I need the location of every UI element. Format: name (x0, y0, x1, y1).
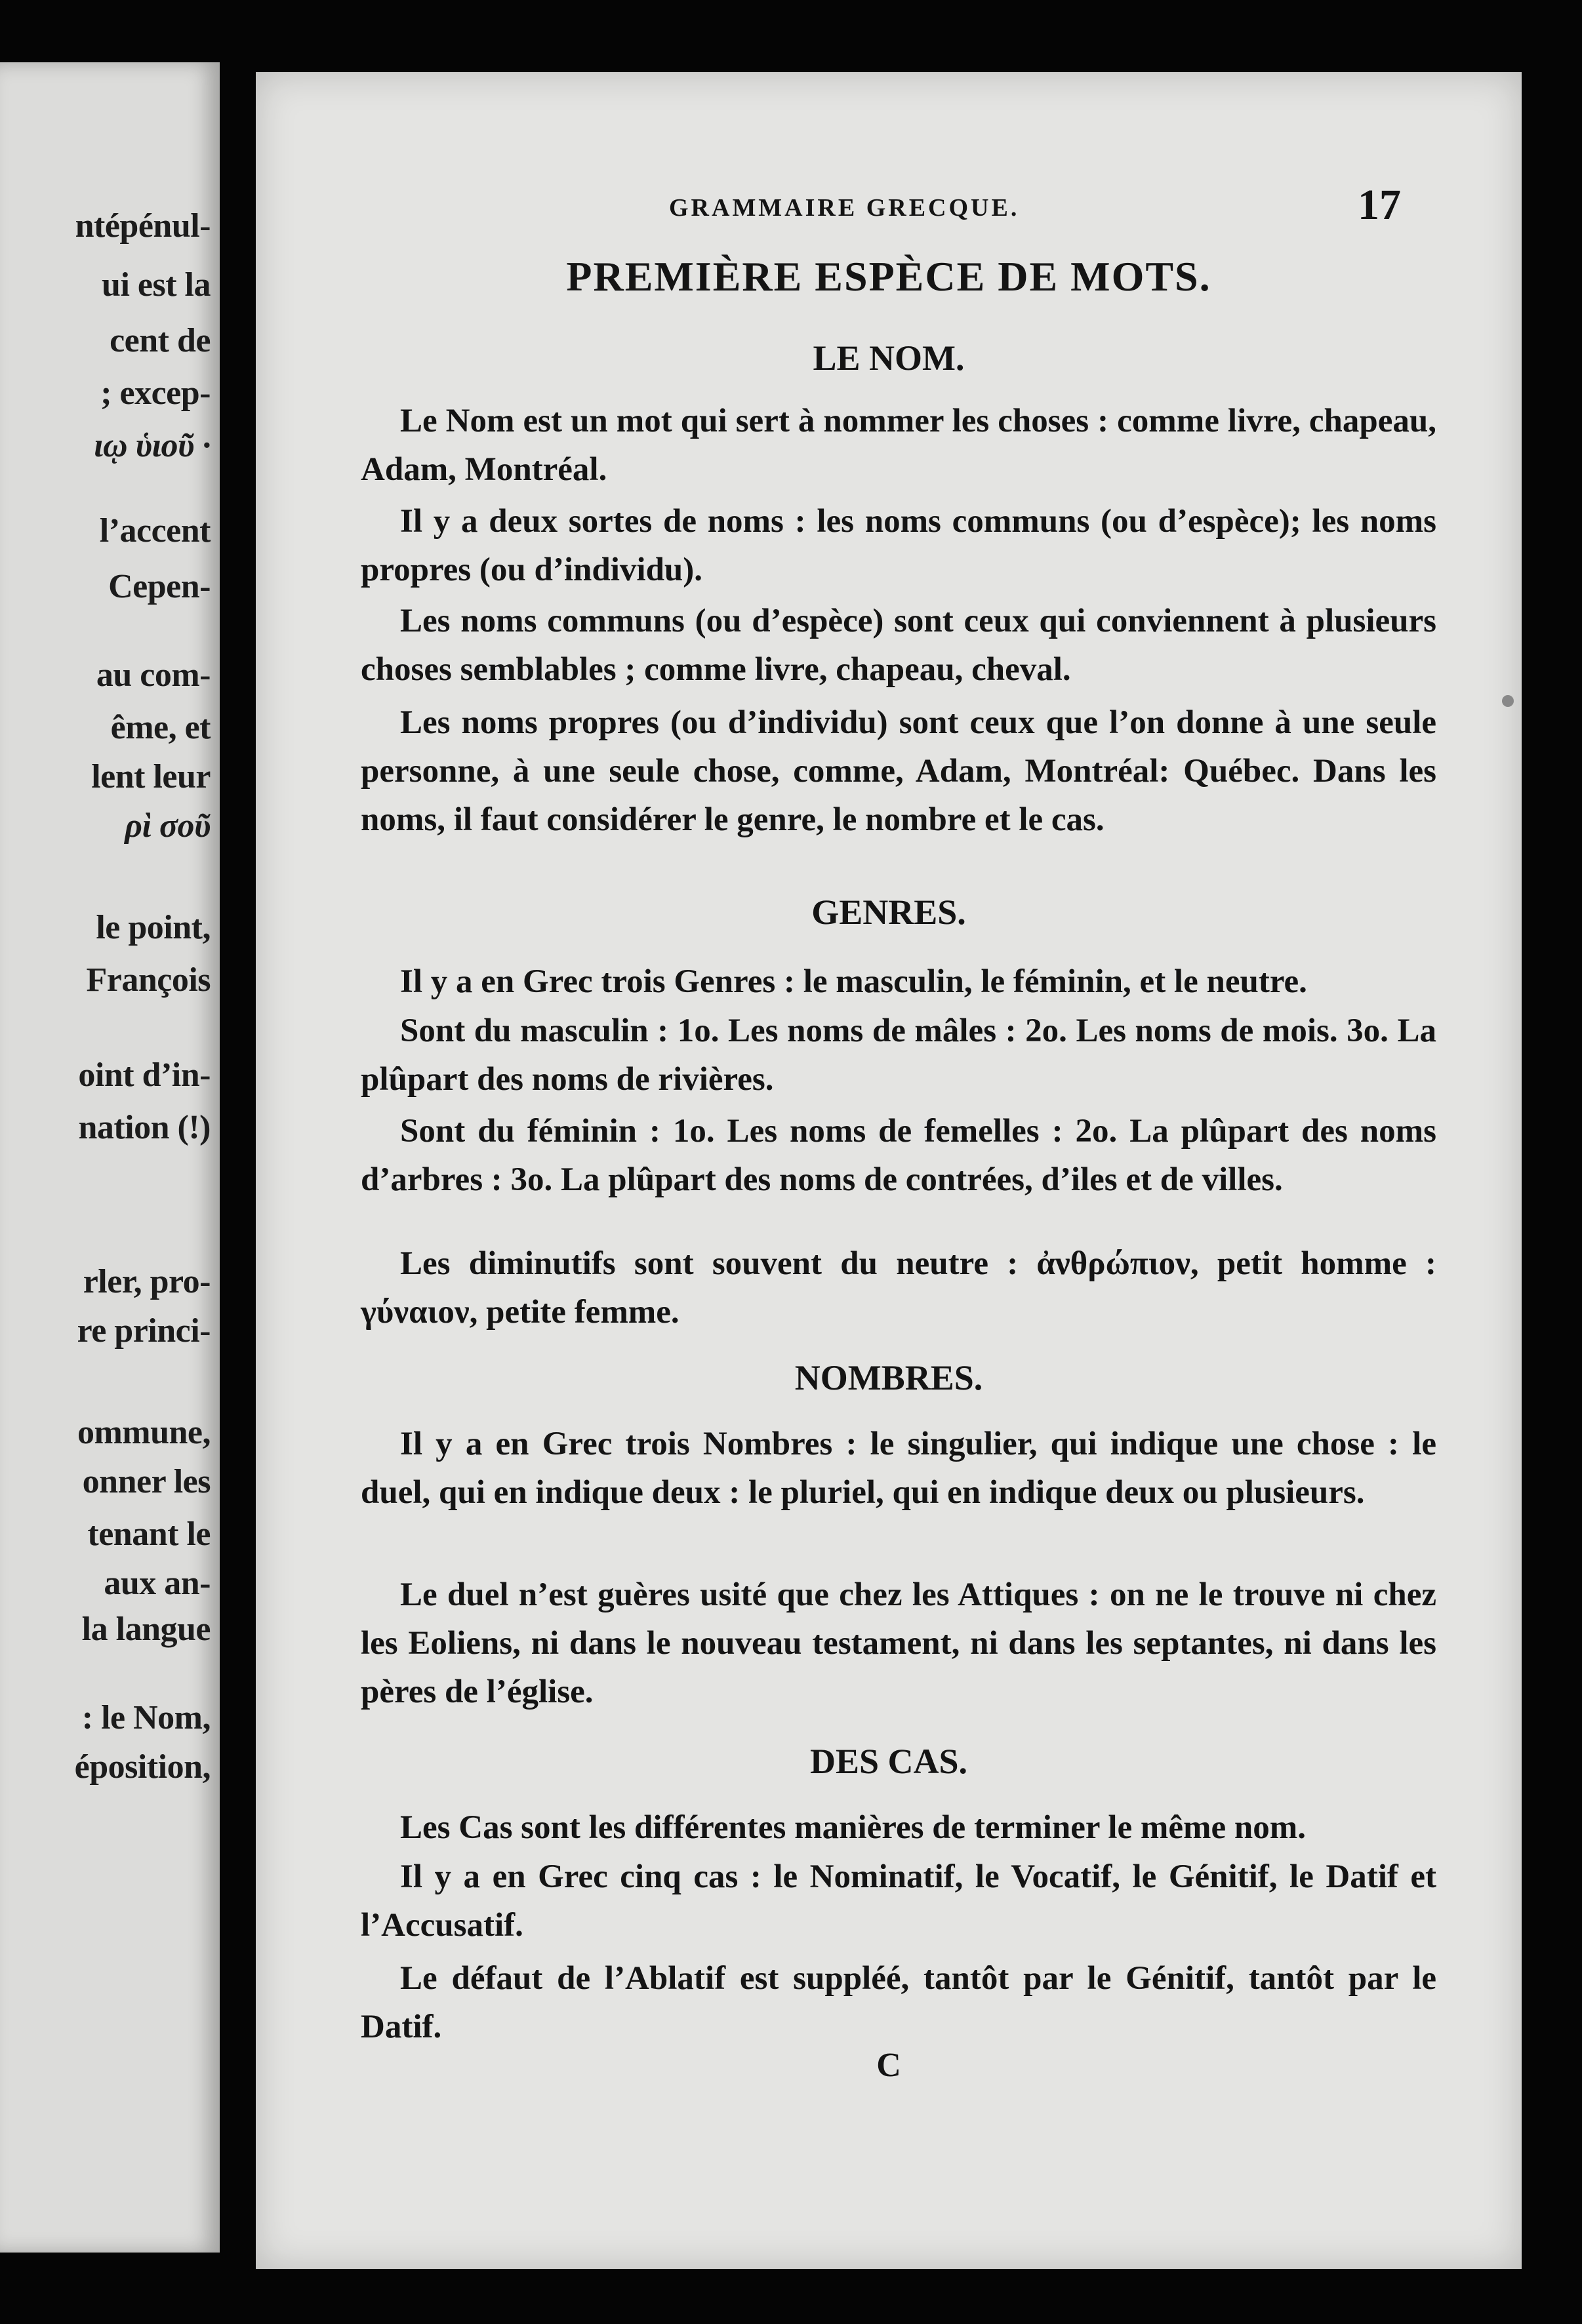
paragraph: Les noms communs (ou d’espèce) sont ceux qui conviennent à plusieurs choses semblables ; comme livre, chapeau, cheval. (361, 603, 1436, 688)
previous-page-line: tenant le (87, 1515, 211, 1553)
previous-page-line: ιῳ ὑιοῦ · (94, 427, 211, 464)
previous-page-line: la langue (81, 1611, 211, 1648)
section-heading-genres: GENRES. (811, 892, 966, 932)
section-heading-nom: LE NOM. (813, 338, 965, 378)
previous-page-line: ; excep- (100, 374, 211, 412)
previous-page-line: lent leur (91, 758, 211, 795)
paragraph: Sont du féminin : 1o. Les noms de femelles : 2o. La plûpart des noms d’arbres : 3o. La plûpart des noms de contrées, d’iles et de villes. (361, 1113, 1436, 1198)
previous-page-line: cent de (110, 322, 211, 359)
section-heading-cas: DES CAS. (809, 1742, 968, 1781)
paragraph: Le défaut de l’Ablatif est suppléé, tantôt par le Génitif, tantôt par le Datif. (361, 1960, 1436, 2045)
previous-page-line: rler, pro- (83, 1263, 211, 1300)
paragraph: Sont du masculin : 1o. Les noms de mâles : 2o. Les noms de mois. 3o. La plûpart des noms de rivières. (361, 1012, 1436, 1098)
paragraph: Il y a en Grec trois Genres : le masculin, le féminin, et le neutre. (400, 963, 1307, 1000)
paragraph: Les noms propres (ou d’individu) sont ceux que l’on donne à une seule personne, à une seule chose, comme, Adam, Montréal: Québec. Dans les noms, il faut considérer le genre, le nombre et le cas. (361, 704, 1436, 838)
previous-page-line: le point, (96, 909, 211, 946)
previous-page-fragment (0, 62, 220, 2253)
previous-page-line: éposition, (74, 1748, 211, 1786)
previous-page-line: ême, et (110, 709, 211, 746)
binding-hole (1502, 695, 1514, 707)
paragraph: Le Nom est un mot qui sert à nommer les choses : comme livre, chapeau, Adam, Montréal. (361, 403, 1436, 488)
section-heading-nombres: NOMBRES. (794, 1358, 983, 1397)
previous-page-line: : le Nom, (81, 1699, 211, 1736)
page-number: 17 (1358, 181, 1401, 229)
signature-mark: C (876, 2047, 901, 2084)
previous-page-line: ntépénul- (75, 207, 211, 245)
previous-page-line: ommune, (77, 1414, 211, 1451)
previous-page-line: l’accent (99, 512, 211, 550)
previous-page-line: onner les (82, 1463, 211, 1500)
previous-page-line: nation (!) (78, 1109, 211, 1146)
running-title: GRAMMAIRE GRECQUE. (669, 194, 1020, 222)
book-page (256, 72, 1522, 2269)
paragraph: Les diminutifs sont souvent du neutre : ἀνθρώπιον, petit homme : γύναιον, petite femme. (361, 1245, 1436, 1331)
paragraph: Il y a en Grec cinq cas : le Nominatif, le Vocatif, le Génitif, le Datif et l’Accusatif. (361, 1858, 1436, 1944)
paragraph: Le duel n’est guères usité que chez les Attiques : on ne le trouve ni chez les Eoliens, ni dans le nouveau testament, ni dans les septantes, ni dans les pères de l’église. (361, 1576, 1436, 1710)
previous-page-line: aux an- (104, 1565, 211, 1602)
previous-page-line: re princi- (77, 1312, 211, 1350)
paragraph: Il y a deux sortes de noms : les noms communs (ou d’espèce); les noms propres (ou d’individu). (361, 503, 1436, 588)
previous-page-line: ρὶ σοῦ (125, 807, 211, 845)
previous-page-line: ui est la (102, 266, 211, 304)
paragraph: Les Cas sont les différentes manières de terminer le même nom. (400, 1809, 1306, 1846)
paragraph: Il y a en Grec trois Nombres : le singulier, qui indique une chose : le duel, qui en indique deux : le pluriel, qui en indique deux ou plusieurs. (361, 1426, 1436, 1511)
previous-page-line: François (86, 961, 211, 999)
previous-page-line: Cepen- (108, 568, 211, 605)
previous-page-line: oint d’in- (78, 1056, 211, 1094)
previous-page-line: au com- (96, 656, 211, 694)
chapter-title: PREMIÈRE ESPÈCE DE MOTS. (566, 253, 1211, 300)
